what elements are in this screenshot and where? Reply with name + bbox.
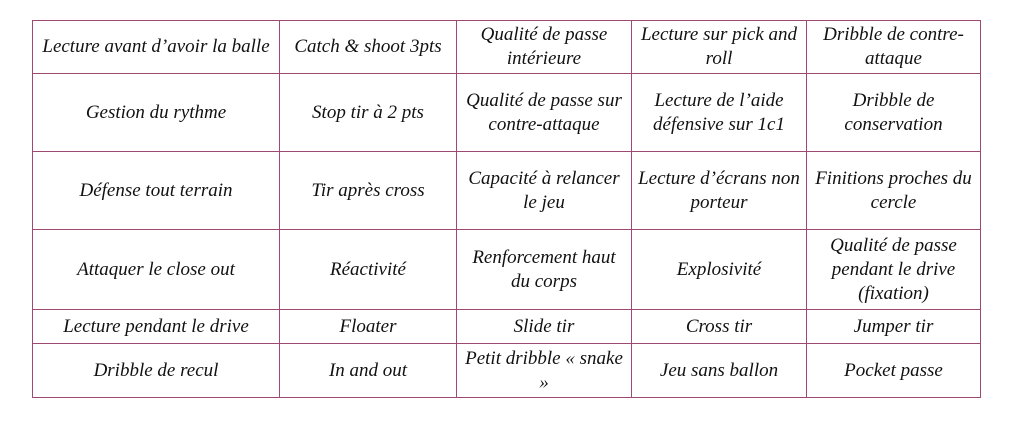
table-cell: Lecture sur pick and roll [632,21,807,74]
table-cell: Défense tout terrain [33,152,280,230]
table-cell: Capacité à relancer le jeu [457,152,632,230]
table-cell: Stop tir à 2 pts [280,74,457,152]
table-cell: Lecture d’écrans non porteur [632,152,807,230]
table-cell: Pocket passe [807,344,981,398]
table-cell: Jeu sans ballon [632,344,807,398]
table-cell: Cross tir [632,310,807,344]
table-cell: Slide tir [457,310,632,344]
table-cell: Tir après cross [280,152,457,230]
table-cell: Dribble de conservation [807,74,981,152]
table-cell: Petit dribble « snake » [457,344,632,398]
table-cell: Gestion du rythme [33,74,280,152]
table-cell: Jumper tir [807,310,981,344]
table-cell: Finitions proches du cercle [807,152,981,230]
table-cell: Lecture avant d’avoir la balle [33,21,280,74]
table-cell: Réactivité [280,230,457,310]
table-cell: Qualité de passe intérieure [457,21,632,74]
table-cell: Explosivité [632,230,807,310]
table-cell: Attaquer le close out [33,230,280,310]
table-cell: Renforcement haut du corps [457,230,632,310]
table-cell: Lecture de l’aide défensive sur 1c1 [632,74,807,152]
table-row [33,74,981,152]
table-row [33,152,981,230]
table-cell: In and out [280,344,457,398]
skills-table [32,20,981,398]
table-cell: Lecture pendant le drive [33,310,280,344]
table-row [33,230,981,310]
table-cell: Dribble de contre-attaque [807,21,981,74]
table-cell: Dribble de recul [33,344,280,398]
table-row [33,21,981,74]
table-cell: Floater [280,310,457,344]
table-cell: Catch & shoot 3pts [280,21,457,74]
table-cell: Qualité de passe sur contre-attaque [457,74,632,152]
table-row [33,310,981,344]
table-cell: Qualité de passe pendant le drive (fixation) [807,230,981,310]
table-row [33,344,981,398]
